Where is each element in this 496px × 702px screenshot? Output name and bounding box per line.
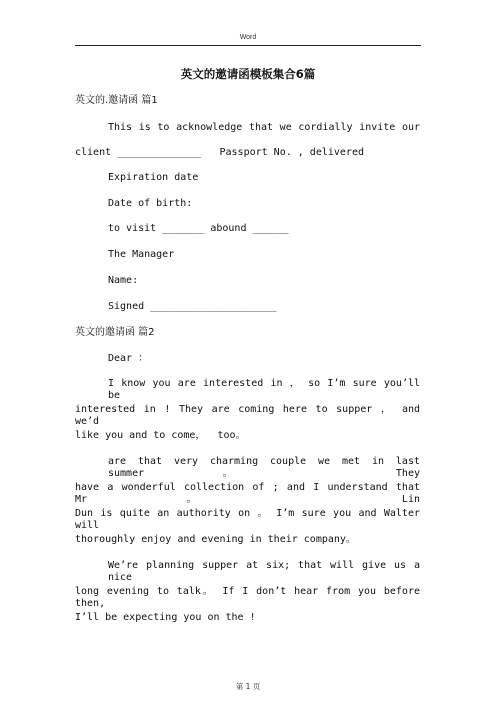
section2-line: I’ll be expecting you on the ! <box>75 612 256 623</box>
section2-line: Dear ： <box>108 353 149 364</box>
section1-line: client ______________ Passport No. , delivered <box>75 147 364 158</box>
section1-line: The Manager <box>108 249 175 260</box>
section2-line: are that very charming couple we met in last summer。 They <box>108 456 420 479</box>
section1-line: Date of birth: <box>108 198 193 209</box>
header-divider <box>75 45 421 46</box>
section1-line: Expiration date <box>108 172 199 183</box>
section1-line: Signed _____________________ <box>108 301 277 312</box>
section1-line: This is to acknowledge that we cordially invite our <box>108 122 420 133</box>
section2-line: thoroughly enjoy and evening in their company。 <box>75 534 356 545</box>
page-number: 第 1 页 <box>235 682 261 691</box>
section2-line: We’re planning supper at six; that will give us a nice <box>108 560 420 583</box>
section2-line: like you and to come， too。 <box>75 430 246 441</box>
section2-line: Dun is quite an authority on 。 I’m sure you and Walter will <box>75 508 420 531</box>
section2-line: I know you are interested in ， so I’m sure you’ll be <box>108 378 420 401</box>
section2-line: have a wonderful collection of ; and I understand that Mr。 Lin <box>75 482 420 505</box>
section2-heading: 英文的邀请函 篇2 <box>75 327 155 338</box>
section1-line: to visit _______ abound ______ <box>108 223 289 234</box>
section1-heading: 英文的.邀请函 篇1 <box>75 95 158 106</box>
document-title: 英文的邀请函模板集合6篇 <box>180 67 316 81</box>
section2-line: long evening to talk。 If I don’t hear from you before then, <box>75 586 420 609</box>
section2-line: interested in ! They are coming here to supper ， and we’d <box>75 404 420 427</box>
header-label: Word <box>239 34 257 41</box>
section1-line: Name: <box>108 275 139 286</box>
